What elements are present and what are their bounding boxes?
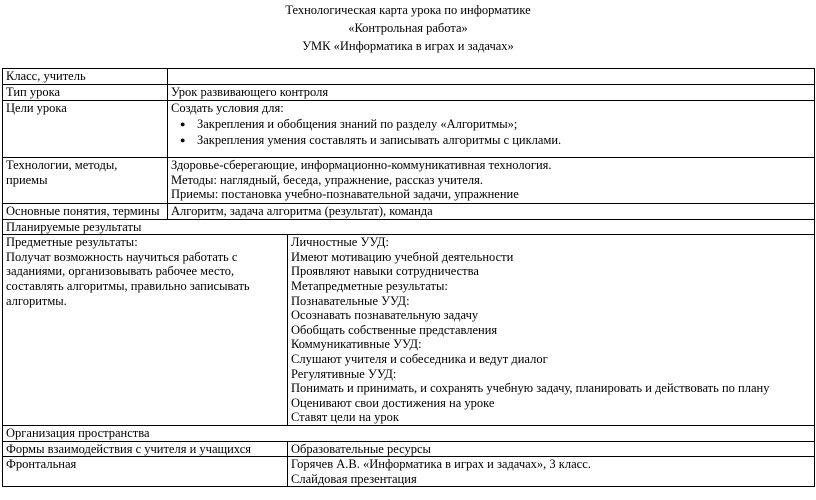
row-space — [3, 425, 815, 441]
subject-results-cell — [3, 235, 288, 426]
label-technologies — [3, 158, 168, 204]
label-technologies-line: Технологии, методы, — [6, 158, 118, 172]
uud-line: Имеют мотивацию учебной деятельности — [291, 249, 514, 264]
uud-line: Коммуникативные УУД: — [291, 337, 422, 352]
subject-results-line: алгоритмы. — [6, 293, 67, 308]
value-goals — [168, 101, 815, 158]
row-class-teacher — [3, 69, 815, 85]
label-technologies-line: приемы — [6, 172, 48, 187]
subject-results-line: заданиями, организовывать рабочее место, — [6, 264, 235, 279]
tech-card-table — [2, 68, 815, 487]
uud-line: Оценивают свои достижения на уроке — [291, 395, 495, 410]
value-concepts: Алгоритм, задача алгоритма (результат), команда — [168, 204, 815, 220]
uud-line: Личностные УУД: — [291, 235, 389, 250]
value-technologies — [168, 158, 815, 204]
row-frontal — [3, 457, 815, 487]
resource-line: Горячев А.В. «Информатика в играх и задачах», 3 класс. — [291, 457, 591, 472]
uud-cell — [288, 235, 815, 426]
subject-results-line: Получат возможность научиться работать с — [6, 249, 238, 264]
row-planned — [3, 219, 815, 235]
label-space: Организация пространства — [3, 425, 815, 441]
value-frontal — [288, 457, 815, 487]
value-class-teacher — [168, 69, 815, 85]
document-header — [0, 0, 816, 55]
header-umk: УМК «Информатика в играх и задачах» — [302, 39, 514, 53]
subject-results-title: Предметные результаты: — [6, 235, 138, 250]
uud-line: Осознавать познавательную задачу — [291, 308, 479, 323]
value-forms: Образовательные ресурсы — [288, 441, 815, 457]
row-results — [3, 235, 815, 426]
header-subtitle: «Контрольная работа» — [348, 21, 468, 35]
goal-item: ● Закрепления и обобщения знаний по разделу «Алгоритмы»; — [189, 116, 811, 132]
uud-line: Регулятивные УУД: — [291, 366, 397, 381]
label-forms: Формы взаимодействия с учителя и учащихся — [3, 441, 288, 457]
row-concepts — [3, 204, 815, 220]
subject-results-line: составлять алгоритмы, правильно записывать — [6, 278, 250, 293]
row-technologies — [3, 158, 815, 204]
row-forms — [3, 441, 815, 457]
label-lesson-type: Тип урока — [3, 85, 168, 101]
resource-line: Слайдовая презентация — [291, 471, 417, 486]
uud-line: Обобщать собственные представления — [291, 322, 498, 337]
label-goals: Цели урока — [3, 101, 168, 158]
technologies-line: Здоровье-сберегающие, информационно-коммуникативная технология. — [171, 158, 552, 172]
uud-line: Проявляют навыки сотрудничества — [291, 264, 479, 279]
uud-line: Ставят цели на урок — [291, 410, 399, 425]
label-concepts: Основные понятия, термины — [3, 204, 168, 220]
uud-line: Метапредметные результаты: — [291, 278, 448, 293]
label-planned: Планируемые результаты — [3, 219, 815, 235]
goals-intro: Создать условия для: — [171, 101, 284, 115]
uud-line: Понимать и принимать, и сохранять учебную задачу, планировать и действовать по плану — [291, 381, 770, 396]
header-title: Технологическая карта урока по информатике — [285, 3, 531, 17]
goal-item: ● Закрепления умения составлять и записывать алгоритмы с циклами. — [189, 132, 811, 148]
techniques-line: Приемы: постановка учебно-познавательной задачи, упражнение — [171, 187, 519, 202]
uud-line: Познавательные УУД: — [291, 293, 410, 308]
row-lesson-type — [3, 85, 815, 101]
value-lesson-type: Урок развивающего контроля — [168, 85, 815, 101]
label-class-teacher: Класс, учитель — [3, 69, 168, 85]
goals-list — [171, 116, 811, 148]
methods-line: Методы: наглядный, беседа, упражнение, рассказ учителя. — [171, 172, 483, 187]
label-frontal: Фронтальная — [3, 457, 288, 487]
row-goals — [3, 101, 815, 158]
uud-line: Слушают учителя и собеседника и ведут диалог — [291, 351, 548, 366]
